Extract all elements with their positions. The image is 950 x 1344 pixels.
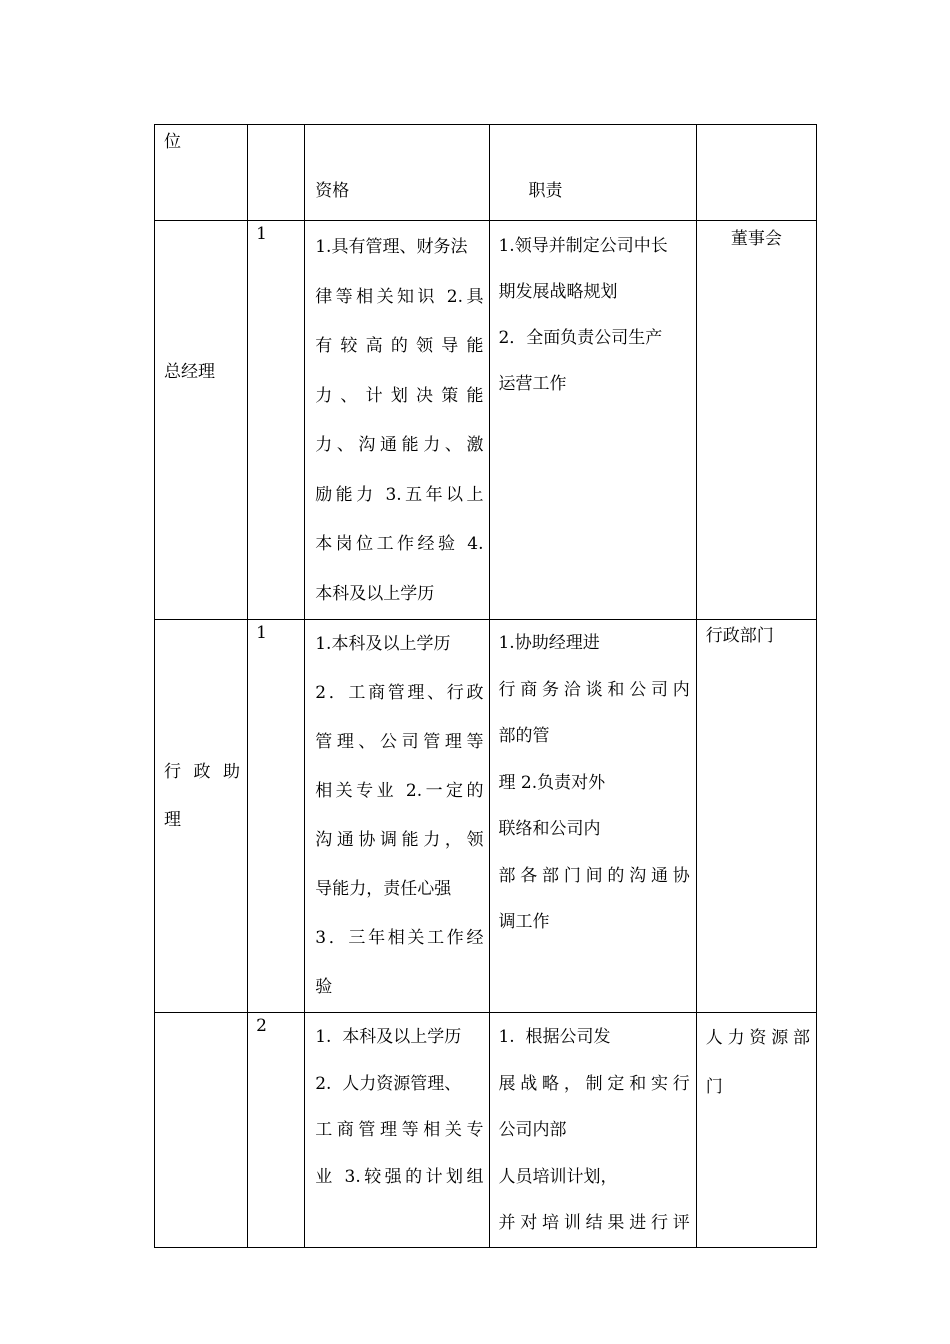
table-row (155, 221, 817, 620)
duty-cell (490, 1013, 696, 1248)
duty-line: 公司内部 (498, 1120, 567, 1140)
count-cell (248, 221, 305, 620)
reports-to-value: 行政部门 (705, 626, 774, 646)
duty-line: 2．全面负责公司生产 (498, 328, 663, 348)
qualification-line: 业 3.较强的计划组 (315, 1166, 484, 1187)
reports-to-value: 董事会 (730, 229, 782, 249)
header-reports-cell (696, 125, 816, 221)
qualification-line: 2．工商管理、行政 (315, 683, 484, 703)
duty-line: 期发展战略规划 (498, 282, 618, 302)
qualification-line: 1.具有管理、财务法 (315, 237, 468, 257)
header-qualification-cell (305, 125, 490, 221)
count-value: 1 (256, 623, 267, 643)
qualification-line: 相关专业 2.一定的 (315, 781, 484, 801)
qualification-line: 励能力 3.五年以上 (315, 484, 484, 505)
position-cell (155, 620, 248, 1013)
duty-cell (490, 221, 696, 620)
duty-line: 人员培训计划， (498, 1166, 618, 1187)
reports-to-cell (696, 221, 816, 620)
duty-line: 展战略，制定和实行 (498, 1073, 690, 1094)
duty-line: 调工作 (498, 912, 550, 932)
table-row (155, 620, 817, 1013)
qualification-line: 力、计划决策能 (315, 385, 484, 406)
count-cell (248, 620, 305, 1013)
qualification-line: 力、沟通能力、激 (315, 435, 484, 455)
header-qualification: 资格 (315, 181, 350, 201)
duty-line: 1.协助经理进 (498, 633, 600, 653)
duty-cell (490, 620, 696, 1013)
table-header-row (155, 125, 817, 221)
reports-to-cell (696, 1013, 816, 1248)
qualification-line: 本科及以上学历 (315, 583, 435, 604)
header-duty: 职责 (528, 181, 563, 201)
qualification-line: 验 (315, 977, 333, 997)
reports-to-cell (696, 620, 816, 1013)
duty-line: 部各部门间的沟通协 (498, 865, 690, 886)
qualification-cell (305, 620, 490, 1013)
position-label-line: 行政助 (164, 762, 240, 782)
header-duty-cell (490, 125, 696, 221)
table-row (155, 1013, 817, 1248)
qualification-line: 本岗位工作经验 4. (315, 534, 484, 554)
header-position-cell (155, 125, 248, 221)
duty-line: 1. 根据公司发 (498, 1027, 611, 1047)
header-count-cell (248, 125, 305, 221)
qualification-line: 有较高的领导能 (315, 336, 484, 356)
position-cell (155, 1013, 248, 1248)
duty-line: 联络和公司内 (498, 819, 601, 839)
duty-line: 1.领导并制定公司中长 (498, 236, 668, 256)
qualification-line: 沟通协调能力，领 (315, 830, 484, 850)
position-table (154, 124, 817, 1248)
qualification-line: 1.本科及以上学历 (315, 634, 451, 654)
qualification-line: 3．三年相关工作经 (315, 928, 484, 948)
qualification-line: 管理、公司管理等 (315, 732, 484, 752)
duty-line: 运营工作 (498, 374, 567, 394)
qualification-cell (305, 1013, 490, 1248)
count-cell (248, 1013, 305, 1248)
qualification-line: 律等相关知识 2.具 (315, 286, 484, 307)
reports-to-line: 人力资源部 (705, 1028, 810, 1048)
count-value: 1 (256, 224, 267, 244)
position-cell (155, 221, 248, 620)
duty-line: 行商务洽谈和公司内 (498, 679, 690, 700)
duty-line: 部的管 (498, 726, 550, 746)
position-label-line: 理 (164, 810, 181, 830)
qualification-line: 工商管理等相关专 (315, 1120, 484, 1140)
qualification-line: 2. 人力资源管理、 (315, 1073, 462, 1094)
qualification-line: 导能力，责任心强 (315, 879, 452, 899)
duty-line: 理 2.负责对外 (498, 772, 606, 793)
position-label: 总经理 (164, 362, 215, 382)
qualification-line: 1. 本科及以上学历 (315, 1027, 462, 1047)
reports-to-line: 门 (705, 1077, 723, 1097)
count-value: 2 (256, 1016, 267, 1036)
qualification-cell (305, 221, 490, 620)
duty-line: 并对培训结果进行评 (498, 1213, 690, 1233)
header-position: 位 (164, 132, 181, 152)
